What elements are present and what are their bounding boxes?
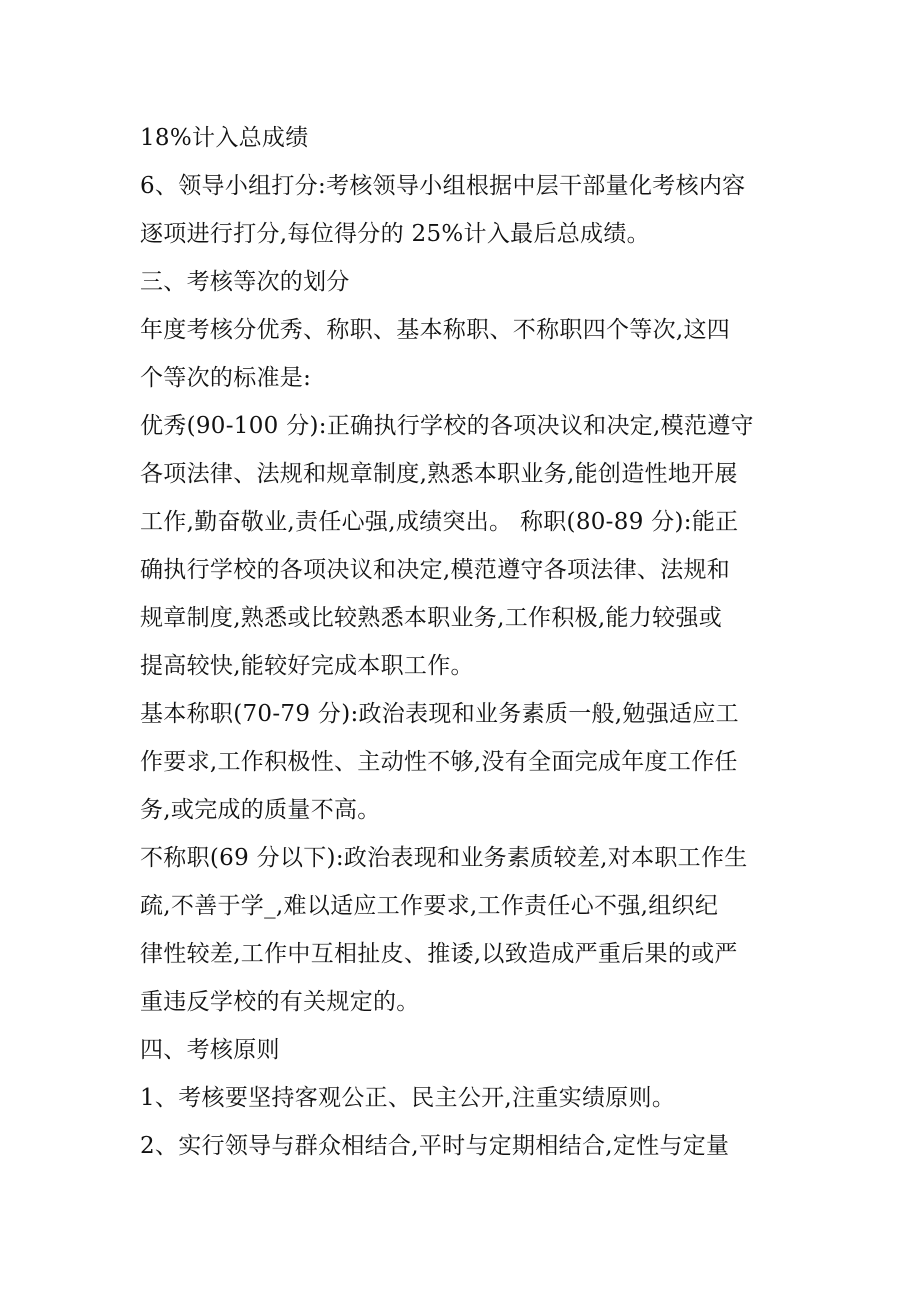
text-line: 工作,勤奋敬业,责任心强,成绩突出。 称职(80-89 分):能正 bbox=[140, 509, 739, 535]
section-heading: 四、考核原则 bbox=[140, 1037, 280, 1063]
text-line: 重违反学校的有关规定的。 bbox=[140, 989, 420, 1015]
text-line: 18%计入总成绩 bbox=[140, 125, 309, 151]
text-line: 确执行学校的各项决议和决定,模范遵守各项法律、法规和 bbox=[140, 557, 731, 583]
text-line: 律性较差,工作中互相扯皮、推诿,以致造成严重后果的或严 bbox=[140, 941, 738, 967]
text-line: 疏,不善于学_,难以适应工作要求,工作责任心不强,组织纪 bbox=[140, 893, 719, 919]
text-line: 逐项进行打分,每位得分的 25%计入最后总成绩。 bbox=[140, 221, 650, 247]
text-line: 提高较快,能较好完成本职工作。 bbox=[140, 653, 474, 679]
text-line: 年度考核分优秀、称职、基本称职、不称职四个等次,这四 bbox=[140, 317, 731, 343]
section-heading: 三、考核等次的划分 bbox=[140, 269, 350, 295]
text-line: 2、实行领导与群众相结合,平时与定期相结合,定性与定量 bbox=[140, 1133, 730, 1159]
text-line: 优秀(90-100 分):正确执行学校的各项决议和决定,模范遵守 bbox=[140, 413, 754, 439]
text-line: 规章制度,熟悉或比较熟悉本职业务,工作积极,能力较强或 bbox=[140, 605, 723, 631]
text-line: 1、考核要坚持客观公正、民主公开,注重实绩原则。 bbox=[140, 1085, 676, 1111]
text-line: 基本称职(70-79 分):政治表现和业务素质一般,勉强适应工 bbox=[140, 701, 739, 727]
text-line: 各项法律、法规和规章制度,熟悉本职业务,能创造性地开展 bbox=[140, 461, 738, 487]
text-line: 不称职(69 分以下):政治表现和业务素质较差,对本职工作生 bbox=[140, 845, 748, 871]
text-line: 6、领导小组打分:考核领导小组根据中层干部量化考核内容 bbox=[140, 173, 746, 199]
text-line: 作要求,工作积极性、主动性不够,没有全面完成年度工作任 bbox=[140, 749, 738, 775]
text-line: 个等次的标准是: bbox=[140, 365, 312, 391]
document-body bbox=[140, 114, 790, 1170]
text-line: 务,或完成的质量不高。 bbox=[140, 797, 381, 823]
